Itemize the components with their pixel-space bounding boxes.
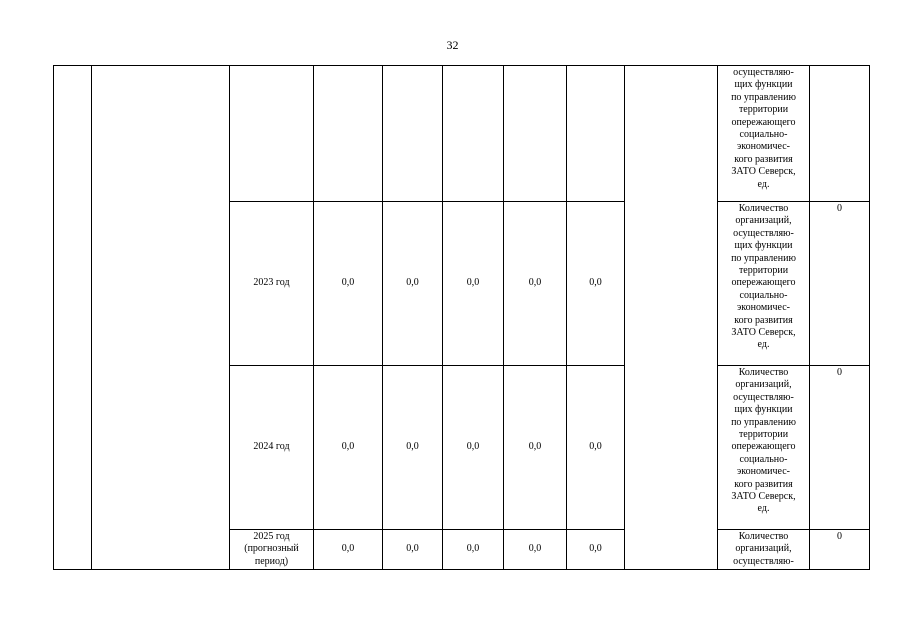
amount-cell: 0,0 xyxy=(567,366,625,530)
amount-cell: 0,0 xyxy=(567,530,625,570)
target-value-cell xyxy=(810,66,870,202)
target-value-cell: 0 xyxy=(810,202,870,366)
amount-cell xyxy=(383,66,443,202)
amount-cell xyxy=(314,66,383,202)
amount-cell: 0,0 xyxy=(443,530,504,570)
amount-cell: 0,0 xyxy=(567,202,625,366)
amount-cell: 0,0 xyxy=(383,366,443,530)
amount-cell: 0,0 xyxy=(443,202,504,366)
indicator-cell: осуществляю- щих функции по управлению территории опережающего социально- экономичес- кого развития ЗАТО Северск, ед. xyxy=(718,66,810,202)
amount-cell: 0,0 xyxy=(314,366,383,530)
amount-cell: 0,0 xyxy=(383,530,443,570)
amount-cell: 0,0 xyxy=(383,202,443,366)
amount-cell: 0,0 xyxy=(314,530,383,570)
table-row xyxy=(54,66,870,202)
year-cell: 2025 год (прогнозный период) xyxy=(230,530,314,570)
executor-cell xyxy=(625,66,718,570)
year-cell: 2023 год xyxy=(230,202,314,366)
amount-cell: 0,0 xyxy=(504,530,567,570)
amount-cell xyxy=(504,66,567,202)
amount-cell xyxy=(567,66,625,202)
amount-cell xyxy=(443,66,504,202)
page-number: 32 xyxy=(446,38,459,52)
amount-cell: 0,0 xyxy=(504,366,567,530)
target-value-cell: 0 xyxy=(810,366,870,530)
target-value-cell: 0 xyxy=(810,530,870,570)
program-table xyxy=(53,65,870,570)
year-cell xyxy=(230,66,314,202)
amount-cell: 0,0 xyxy=(443,366,504,530)
year-cell: 2024 год xyxy=(230,366,314,530)
number-cell xyxy=(54,66,92,570)
amount-cell: 0,0 xyxy=(504,202,567,366)
amount-cell: 0,0 xyxy=(314,202,383,366)
indicator-cell: Количество организаций, осуществляю- щих функции по управлению территории опережающего социально- экономичес- кого развития ЗАТО Северск, ед. xyxy=(718,366,810,530)
task-name-cell xyxy=(92,66,230,570)
indicator-cell: Количество организаций, осуществляю- щих функции по управлению территории опережающего социально- экономичес- кого развития ЗАТО Северск, ед. xyxy=(718,202,810,366)
indicator-cell: Количество организаций, осуществляю- xyxy=(718,530,810,570)
